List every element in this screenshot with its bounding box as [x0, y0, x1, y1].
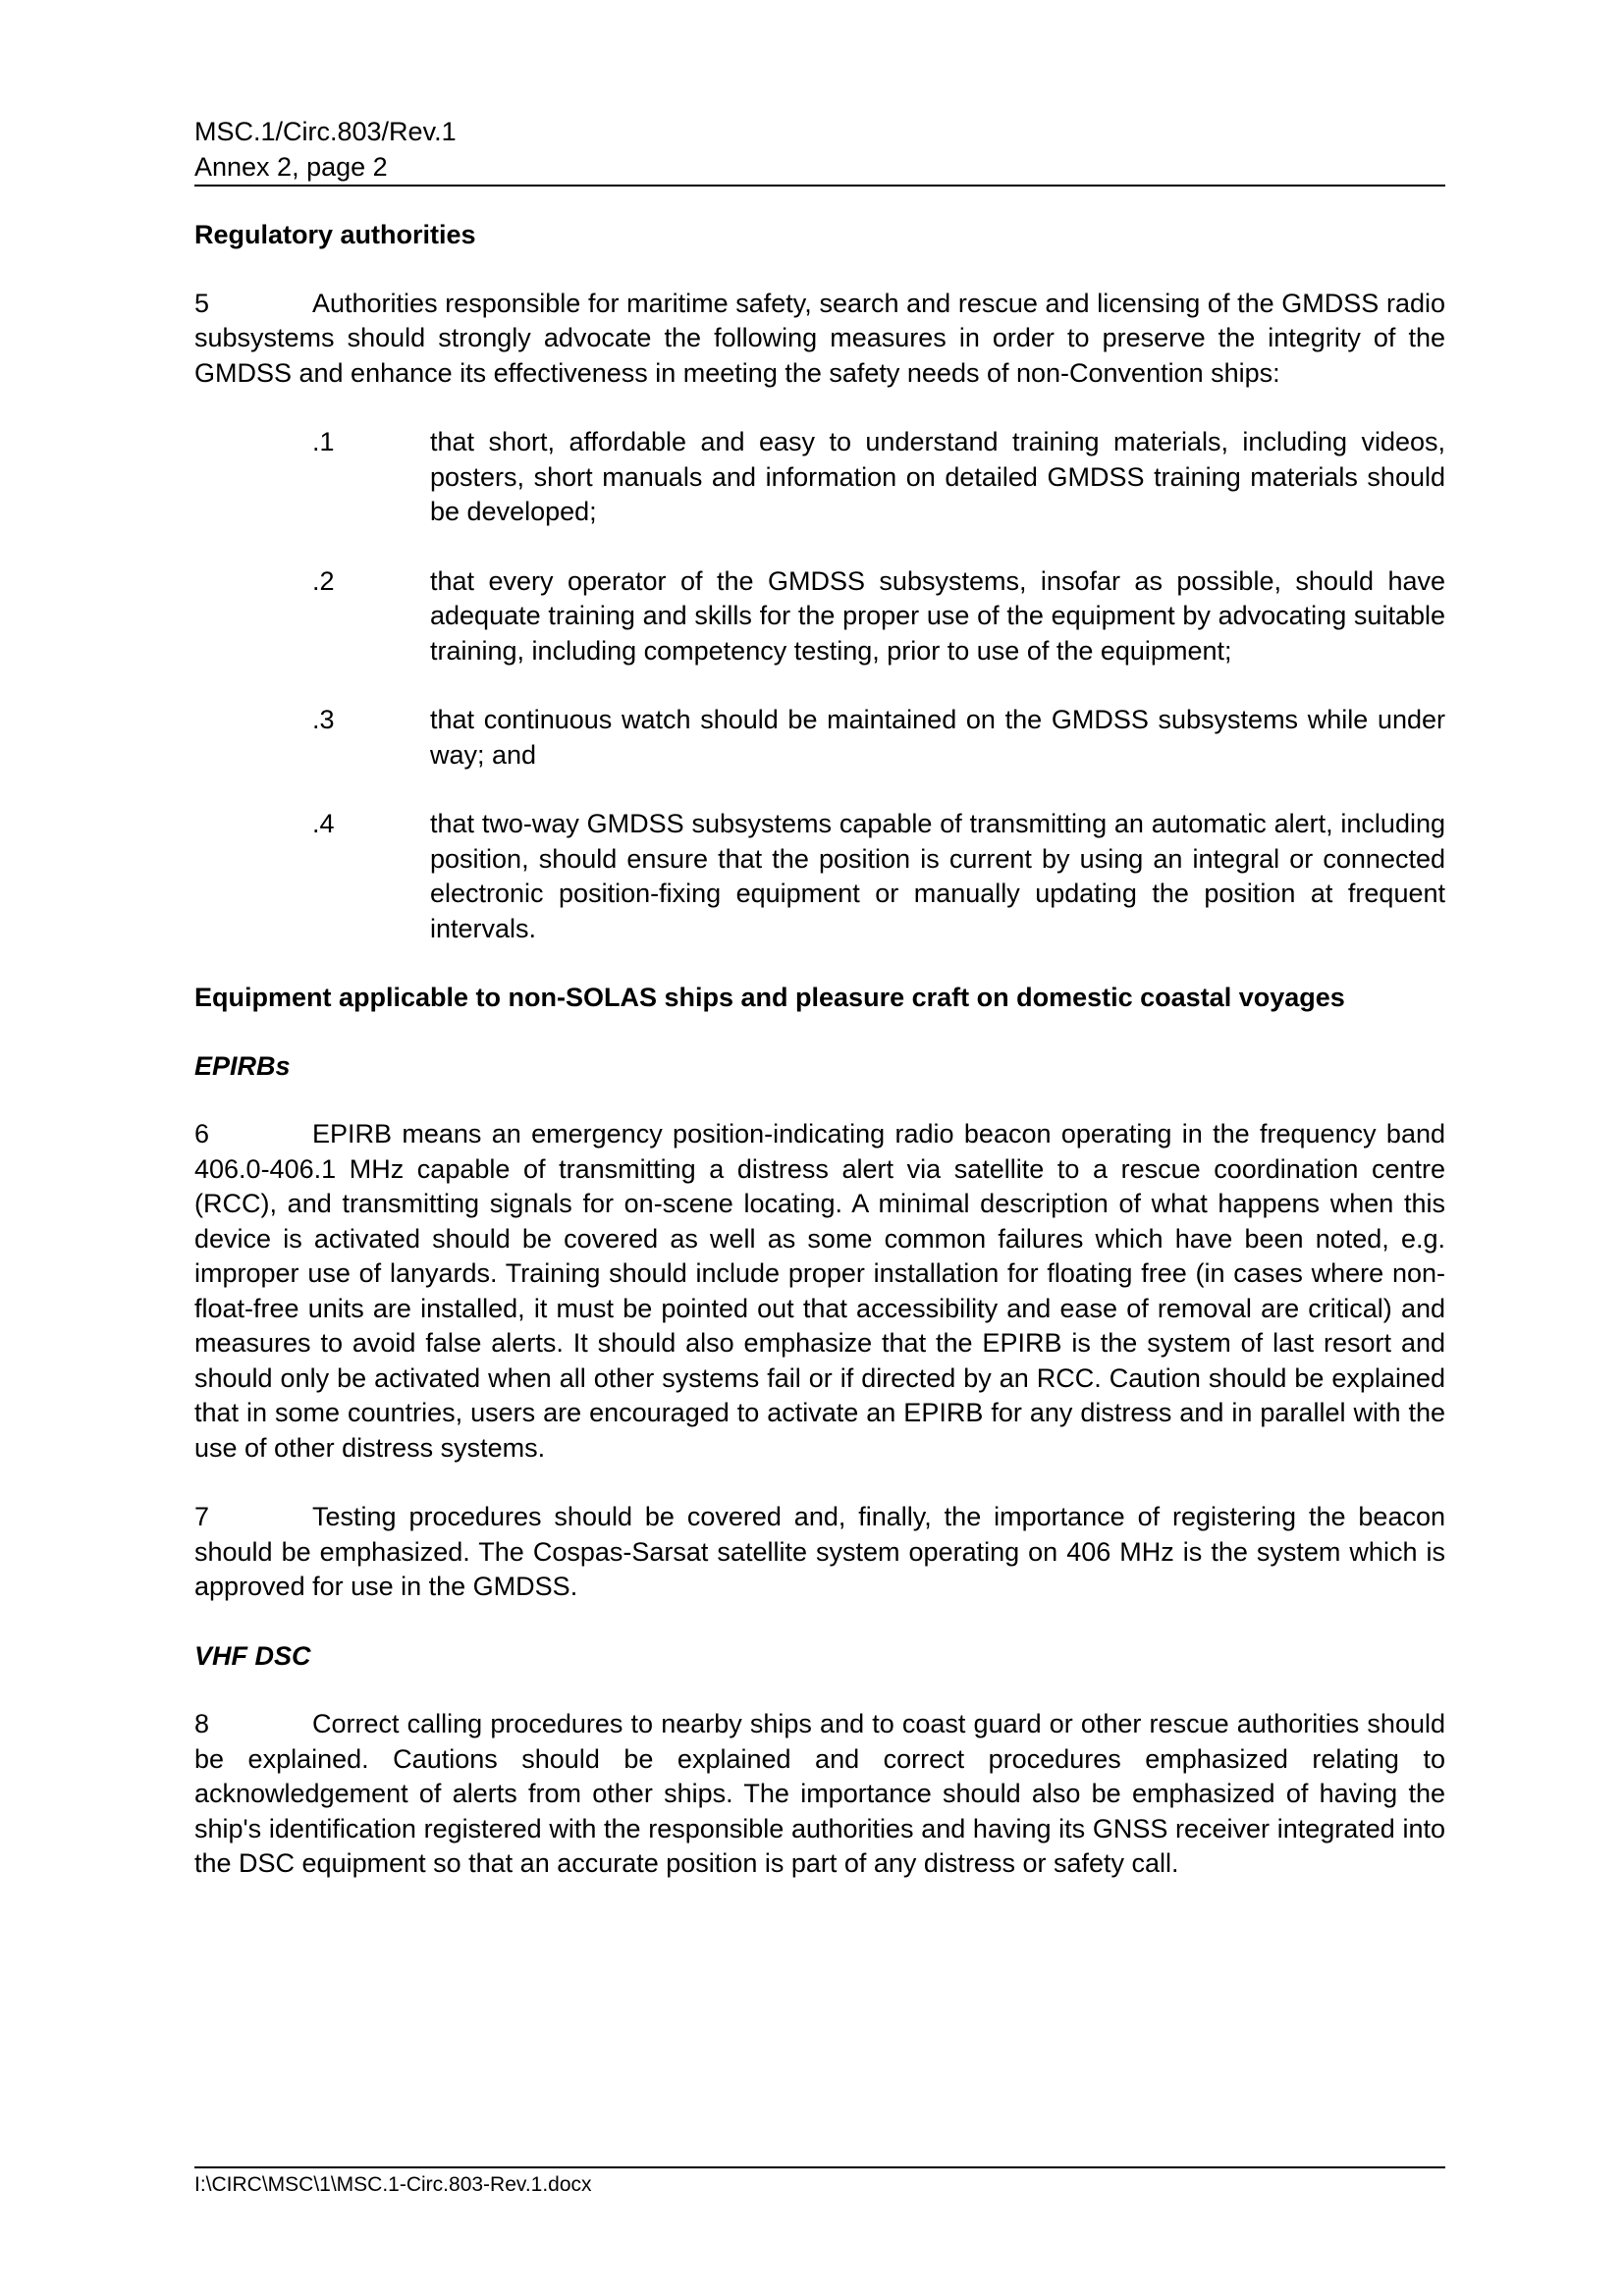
paragraph-text: Correct calling procedures to nearby ships and to coast guard or other rescue authorities should be explained. Cautions should be explained and correct procedures emphasized relating to acknowledgement of alerts from other ships. The importance should also be emphasized of having the ship's identification registered with the responsible authorities and having its GNSS receiver integrated into the DSC equipment so that an accurate position is part of any distress or safety call.: [194, 1709, 1445, 1878]
list-item-text: that every operator of the GMDSS subsystems, insofar as possible, should have adequate training and skills for the proper use of the equipment by advocating suitable training, including competency testing, prior to use of the equipment;: [430, 565, 1445, 666]
subsection-heading-epirbs: EPIRBs: [194, 1050, 291, 1081]
list-item: [194, 703, 1445, 773]
list-item-number: .1: [312, 427, 335, 456]
page-number: Annex 2, page 2: [194, 152, 388, 182]
list-item-text: that continuous watch should be maintained on the GMDSS subsystems while under way; and: [430, 705, 1445, 770]
paragraph-6: [194, 1117, 1445, 1466]
paragraph-5: [194, 287, 1445, 392]
list-item-number: .3: [312, 705, 335, 734]
page-header: [194, 114, 1445, 185]
document-reference: MSC.1/Circ.803/Rev.1: [194, 117, 457, 146]
document-body: [194, 218, 1445, 1916]
paragraph-number: 6: [194, 1119, 210, 1148]
header-divider: [194, 185, 1445, 187]
subsection-heading-vhf-dsc: VHF DSC: [194, 1640, 311, 1671]
section-heading-regulatory: Regulatory authorities: [194, 220, 476, 249]
paragraph-text: Authorities responsible for maritime safety, search and rescue and licensing of the GMDSS radio subsystems should strongly advocate the following measures in order to preserve the integrity of the GMDSS and enhance its effectiveness in meeting the safety needs of non-Convention ships:: [194, 288, 1445, 388]
list-item: [194, 425, 1445, 530]
paragraph-8: [194, 1707, 1445, 1882]
paragraph-text: Testing procedures should be covered and, finally, the importance of registering the beacon should be emphasized. The Cospas-Sarsat satellite system operating on 406 MHz is the system which is approved for use in the GMDSS.: [194, 1502, 1445, 1601]
list-item: [194, 564, 1445, 669]
paragraph-number: 7: [194, 1502, 210, 1531]
measures-list: [194, 425, 1445, 946]
footer-divider: [194, 2166, 1445, 2168]
list-item-text: that two-way GMDSS subsystems capable of transmitting an automatic alert, including position, should ensure that the position is current by using an integral or connected electronic position-fixing equipment or manually updating the position at frequent intervals.: [430, 809, 1445, 943]
paragraph-text: EPIRB means an emergency position-indicating radio beacon operating in the frequency band 406.0-406.1 MHz capable of transmitting a distress alert via satellite to a rescue coordination centre (RCC), and transmitting signals for on-scene locating. A minimal description of what happens when this device is activated should be covered as well as some common failures which have been noted, e.g. improper use of lanyards. Training should include proper installation for floating free (in cases where non-float-free units are installed, it must be pointed out that accessibility and ease of removal are critical) and measures to avoid false alerts. It should also emphasize that the EPIRB is the system of last resort and should only be activated when all other systems fail or if directed by an RCC. Caution should be explained that in some countries, users are encouraged to activate an EPIRB for any distress and in parallel with the use of other distress systems.: [194, 1119, 1445, 1463]
list-item-number: .4: [312, 809, 335, 838]
list-item: [194, 807, 1445, 946]
list-item-number: .2: [312, 565, 335, 596]
footer-file-path: I:\CIRC\MSC\1\MSC.1-Circ.803-Rev.1.docx: [194, 2173, 592, 2196]
section-heading-equipment: Equipment applicable to non-SOLAS ships and pleasure craft on domestic coastal voyages: [194, 983, 1345, 1012]
list-item-text: that short, affordable and easy to understand training materials, including videos, posters, short manuals and information on detailed GMDSS training materials should be developed;: [430, 427, 1445, 526]
paragraph-7: [194, 1500, 1445, 1605]
paragraph-number: 5: [194, 288, 210, 318]
paragraph-number: 8: [194, 1709, 210, 1738]
